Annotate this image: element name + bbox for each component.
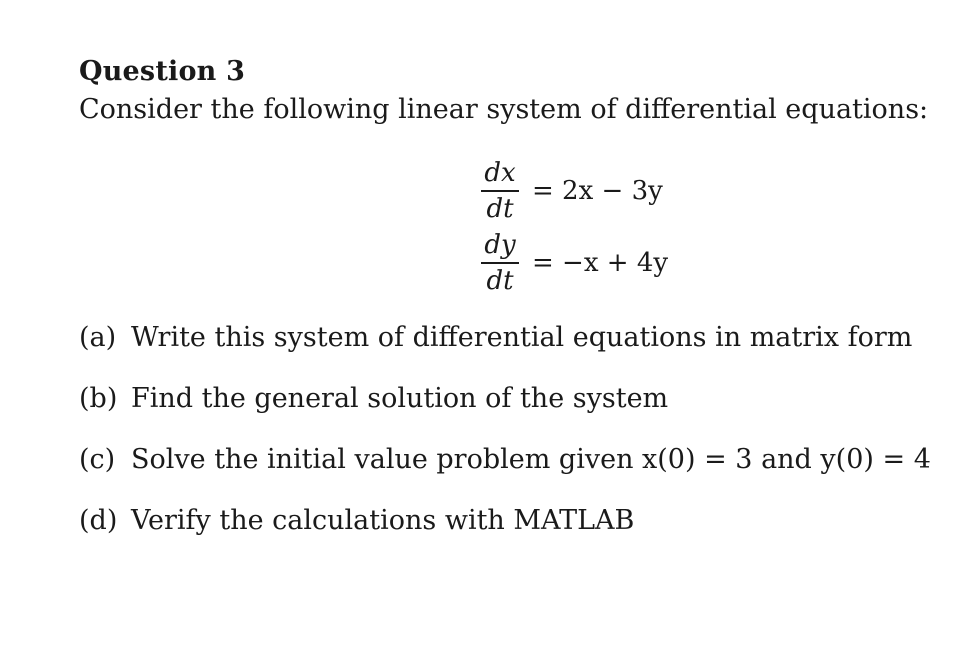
part-text: Find the general solution of the system	[131, 383, 669, 414]
part-label: (b)	[79, 383, 118, 414]
derivative-fraction-dx	[480, 158, 520, 224]
equation-rhs: = 2x − 3y	[532, 176, 663, 206]
question-intro: Consider the following linear system of differential equations:	[79, 94, 929, 125]
part-text: Write this system of differential equations in matrix form	[131, 322, 913, 353]
part-c	[79, 444, 931, 475]
fraction-denominator: dt	[486, 193, 514, 224]
fraction-numerator: dy	[484, 230, 516, 261]
part-text: Verify the calculations with MATLAB	[131, 505, 635, 536]
part-text: Solve the initial value problem given x(0) = 3 and y(0) = 4	[131, 444, 931, 475]
part-b	[79, 383, 668, 414]
fraction-numerator: dx	[484, 158, 516, 189]
equation-dy	[480, 230, 668, 296]
part-d	[79, 505, 634, 536]
part-label: (d)	[79, 505, 118, 536]
question-title: Question 3	[79, 56, 246, 87]
part-label: (a)	[79, 322, 117, 353]
equation-rhs: = −x + 4y	[532, 248, 669, 278]
fraction-bar	[481, 262, 519, 264]
equation-dx	[480, 158, 663, 224]
fraction-denominator: dt	[486, 265, 514, 296]
derivative-fraction-dy	[480, 230, 520, 296]
part-a	[79, 322, 912, 353]
fraction-bar	[481, 190, 519, 192]
part-label: (c)	[79, 444, 116, 475]
